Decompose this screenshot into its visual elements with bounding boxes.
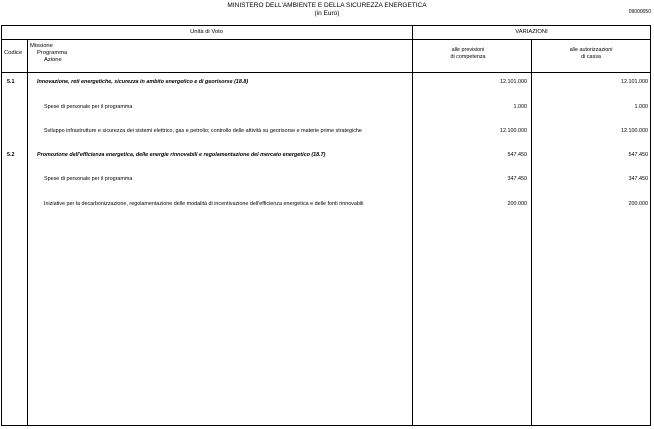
table-row-desc: Sviluppo infrastrutture e sicurezza dei sistemi elettrico, gas e petrolio; controllo delle attività su georisorse e materie prime strategiche (44, 128, 362, 134)
table-row-competenza: 12.101.000 (500, 79, 527, 85)
table-row-cassa: 12.101.000 (621, 79, 648, 85)
table-row-desc: Innovazione, reti energetiche, sicurezza in ambito energetico e di georisorse (18.8) (37, 79, 249, 85)
table-row-cassa: 547.450 (628, 152, 648, 158)
header-azione: Azione (44, 57, 62, 63)
header-programma: Programma (37, 50, 68, 56)
table-row-cassa: 200.000 (628, 201, 648, 207)
header-cassa-2: di cassa (581, 54, 601, 60)
table-row-desc: Spese di personale per il programma (44, 104, 133, 110)
table-row-desc: Iniziative per la decarbonizzazione, regolamentazione delle modalità di incentivazione dell'efficienza energetica e delle fonti rinnovabili (44, 201, 364, 207)
page-subtitle: (in Euro) (314, 10, 340, 17)
header-competenza-2: di competenza (450, 54, 486, 60)
page-code: 09000050 (628, 9, 651, 15)
table-row-desc: Spese di personale per il programma (44, 176, 133, 182)
header-cassa-1: alle autorizzazioni (569, 47, 613, 53)
header-divider (1, 39, 651, 40)
header-variazioni: VARIAZIONI (515, 29, 548, 35)
table-row-competenza: 12.100.000 (500, 128, 527, 134)
header-missione: Missione (30, 43, 53, 49)
table-row-desc: Promozione dell'efficienza energetica, delle energie rinnovabili e regolamentazione del mercato energetico (18.7) (37, 152, 326, 158)
col-divider-variazioni (412, 25, 413, 426)
table-row-competenza: 547.450 (507, 152, 527, 158)
table-row-code: 5.2 (7, 152, 15, 158)
table-row-cassa: 347.450 (628, 176, 648, 182)
header-unita-voto: Unità di Voto (190, 29, 223, 35)
header-competenza-1: alle previsioni (451, 47, 485, 53)
header-bottom-divider (1, 72, 651, 73)
table-row-code: 5.1 (7, 79, 15, 85)
col-divider-code (27, 39, 28, 426)
header-codice: Codice (4, 50, 23, 56)
table-row-competenza: 200.000 (507, 201, 527, 207)
col-divider-cassa (531, 39, 532, 426)
table-row-competenza: 347.450 (507, 176, 527, 182)
page-title: MINISTERO DELL'AMBIENTE E DELLA SICUREZZA ENERGETICA (227, 2, 427, 9)
table-row-cassa: 1.000 (634, 104, 648, 110)
table-row-competenza: 1.000 (513, 104, 527, 110)
table-row-cassa: 12.100.000 (621, 128, 648, 134)
